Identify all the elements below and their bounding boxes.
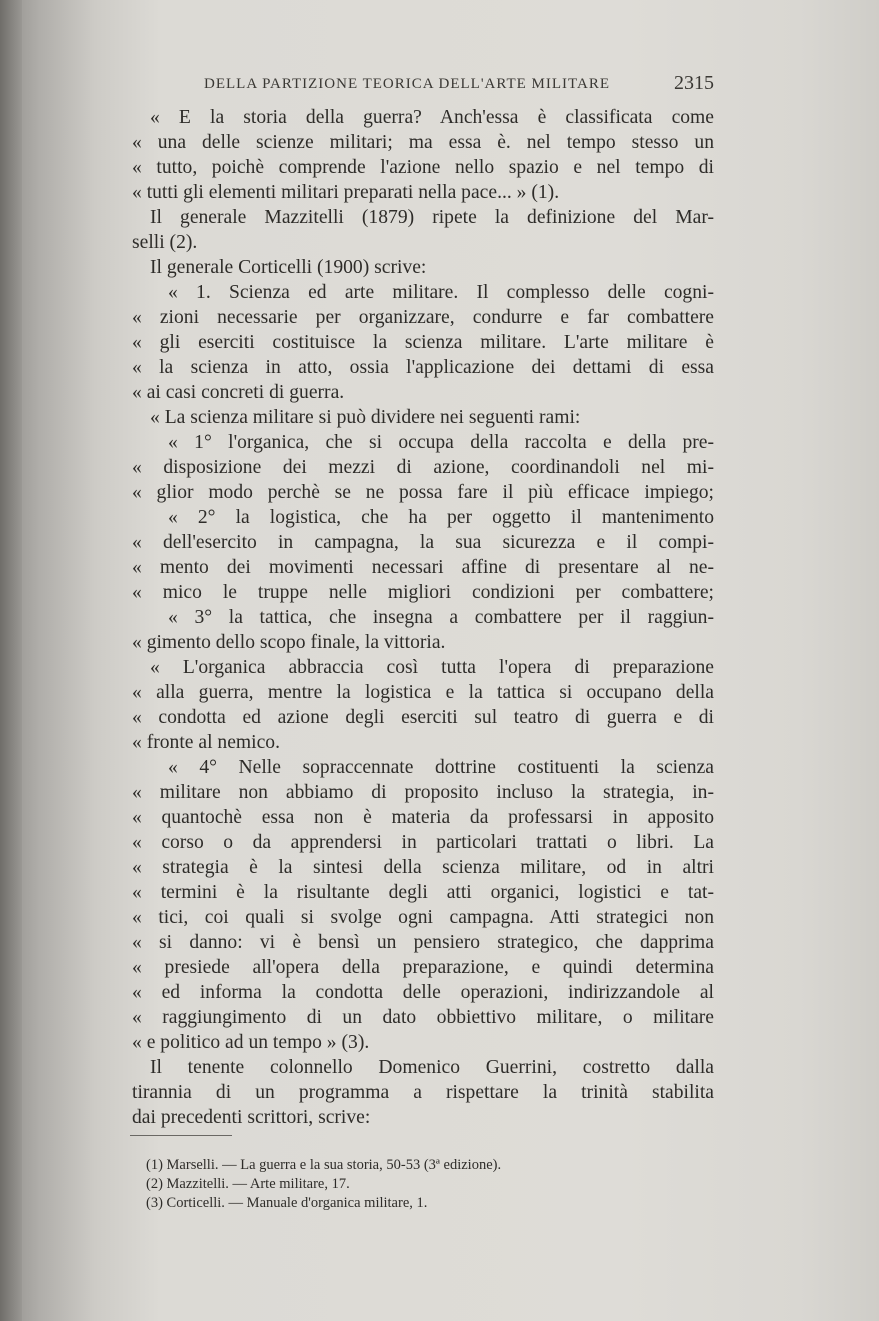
text-line: « E la storia della guerra? Anch'essa è classificata come: [150, 107, 714, 128]
text-line: « 3° la tattica, che insegna a combattere per il raggiun-: [168, 607, 714, 628]
text-line: « tici, coi quali si svolge ogni campagna. Atti strategici non: [132, 907, 714, 928]
text-line: « disposizione dei mezzi di azione, coordinandoli nel mi-: [132, 457, 714, 478]
binding-shadow: [0, 0, 22, 1321]
running-header: [94, 72, 714, 98]
text-line: « la scienza in atto, ossia l'applicazione dei dettami di essa: [132, 357, 714, 378]
text-line: « 2° la logistica, che ha per oggetto il mantenimento: [168, 507, 714, 528]
footnote: (1) Marselli. — La guerra e la sua storia, 50-53 (3ª edizione).: [146, 1157, 502, 1173]
text-line: « ed informa la condotta delle operazioni, indirizzandole al: [132, 982, 714, 1003]
text-line: « La scienza militare si può dividere nei seguenti rami:: [150, 407, 581, 428]
text-line: « 1° l'organica, che si occupa della raccolta e della pre-: [168, 432, 714, 453]
text-line: « e politico ad un tempo » (3).: [132, 1032, 370, 1053]
text-line: « una delle scienze militari; ma essa è. nel tempo stesso un: [132, 132, 714, 153]
text-line: « gimento dello scopo finale, la vittoria.: [132, 632, 446, 653]
text-line: « raggiungimento di un dato obbiettivo militare, o militare: [132, 1007, 714, 1028]
page-number: 2315: [674, 72, 714, 94]
text-line: « tutti gli elementi militari preparati nella pace... » (1).: [132, 182, 560, 203]
text-line: tirannia di un programma a rispettare la trinità stabilita: [132, 1082, 714, 1103]
text-line: Il generale Mazzitelli (1879) ripete la definizione del Mar-: [150, 207, 714, 228]
text-line: « fronte al nemico.: [132, 732, 280, 753]
text-line: « corso o da apprendersi in particolari trattati o libri. La: [132, 832, 714, 853]
text-line: « gli eserciti costituisce la scienza militare. L'arte militare è: [132, 332, 714, 353]
text-line: « militare non abbiamo di proposito incluso la strategia, in-: [132, 782, 714, 803]
text-line: « strategia è la sintesi della scienza militare, od in altri: [132, 857, 714, 878]
text-line: « termini è la risultante degli atti organici, logistici e tat-: [132, 882, 714, 903]
text-line: « 4° Nelle sopraccennate dottrine costituenti la scienza: [168, 757, 714, 778]
text-line: « glior modo perchè se ne possa fare il più efficace impiego;: [132, 482, 714, 503]
footnote: (3) Corticelli. — Manuale d'organica militare, 1.: [146, 1195, 428, 1211]
text-line: « alla guerra, mentre la logistica e la tattica si occupano della: [132, 682, 714, 703]
text-line: « mico le truppe nelle migliori condizioni per combattere;: [132, 582, 714, 603]
text-line: « 1. Scienza ed arte militare. Il complesso delle cogni-: [168, 282, 714, 303]
text-line: « dell'esercito in campagna, la sua sicurezza e il compi-: [132, 532, 714, 553]
text-line: « ai casi concreti di guerra.: [132, 382, 345, 403]
text-line: « condotta ed azione degli eserciti sul teatro di guerra e di: [132, 707, 714, 728]
running-title: DELLA PARTIZIONE TEORICA DELL'ARTE MILITARE: [204, 76, 611, 92]
footnote-divider: [130, 1135, 232, 1136]
text-line: « zioni necessarie per organizzare, condurre e far combattere: [132, 307, 714, 328]
text-line: « L'organica abbraccia così tutta l'opera di preparazione: [150, 657, 714, 678]
text-line: « si danno: vi è bensì un pensiero strategico, che dapprima: [132, 932, 714, 953]
text-line: « quantochè essa non è materia da professarsi in apposito: [132, 807, 714, 828]
text-line: selli (2).: [132, 232, 198, 253]
text-line: Il tenente colonnello Domenico Guerrini, costretto dalla: [150, 1057, 714, 1078]
footnote: (2) Mazzitelli. — Arte militare, 17.: [146, 1176, 350, 1192]
text-line: « mento dei movimenti necessari affine di presentare al ne-: [132, 557, 714, 578]
text-line: « presiede all'opera della preparazione, e quindi determina: [132, 957, 714, 978]
text-line: dai precedenti scrittori, scrive:: [132, 1107, 371, 1128]
text-line: « tutto, poichè comprende l'azione nello spazio e nel tempo di: [132, 157, 714, 178]
text-line: Il generale Corticelli (1900) scrive:: [150, 257, 427, 278]
